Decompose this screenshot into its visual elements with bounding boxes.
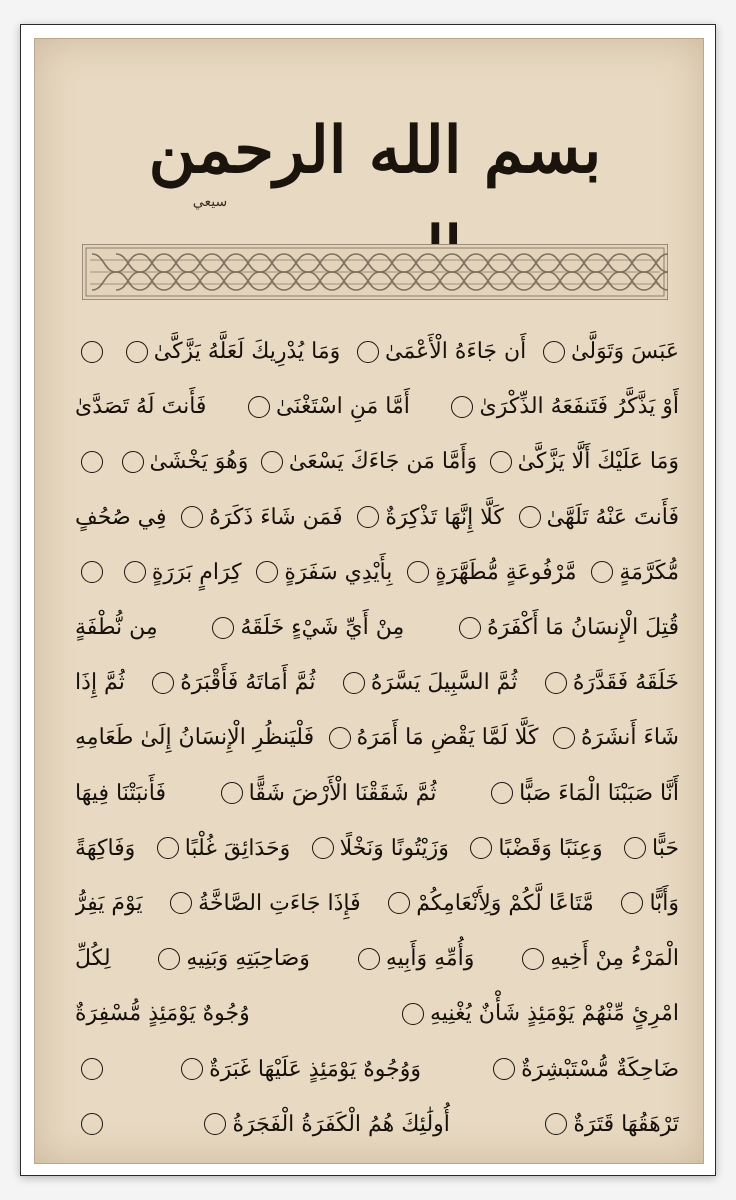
verse-segment bbox=[120, 339, 341, 364]
verse-end-marker bbox=[212, 617, 234, 639]
verse-text: وَزَيْتُونًا وَنَخْلًا bbox=[339, 835, 449, 861]
verse-end-marker bbox=[407, 561, 429, 583]
verse-segment bbox=[75, 394, 206, 419]
verse-line bbox=[75, 766, 679, 821]
verse-text: قُتِلَ الْإِنسَانُ مَا أَكْفَرَهُ bbox=[487, 615, 679, 641]
verse-text: مُّكَرَّمَةٍ bbox=[619, 559, 679, 585]
verse-text: أَن جَاءَهُ الْأَعْمَىٰ bbox=[385, 339, 527, 365]
verse-text: ثُمَّ السَّبِيلَ يَسَّرَهُ bbox=[370, 670, 518, 696]
verse-end-marker bbox=[204, 1113, 226, 1135]
verse-segment bbox=[453, 615, 679, 640]
verse-text: وَأُمِّهِ وَأَبِيهِ bbox=[385, 946, 475, 972]
verse-segment bbox=[615, 891, 679, 916]
verse-end-marker bbox=[343, 672, 365, 694]
verse-end-marker bbox=[491, 782, 513, 804]
verse-end-marker bbox=[158, 948, 180, 970]
verse-end-marker bbox=[181, 506, 203, 528]
verse-text: وَحَدَائِقَ غُلْبًا bbox=[184, 835, 291, 861]
verse-end-marker bbox=[545, 672, 567, 694]
page-header bbox=[35, 39, 703, 269]
verse-segment bbox=[146, 670, 315, 695]
verse-text: كِرَامٍ بَرَرَةٍ bbox=[151, 559, 242, 585]
verse-segment bbox=[75, 1058, 109, 1080]
verse-line bbox=[75, 876, 679, 931]
verse-text: خَلَقَهُ فَقَدَّرَهُ bbox=[572, 670, 679, 696]
verse-end-marker bbox=[459, 617, 481, 639]
verse-end-marker bbox=[81, 561, 103, 583]
verse-end-marker bbox=[248, 396, 270, 418]
verse-end-marker bbox=[402, 1003, 424, 1025]
verse-text: فَإِذَا جَاءَتِ الصَّاخَّةُ bbox=[198, 890, 361, 916]
verse-end-marker bbox=[451, 396, 473, 418]
verse-segment bbox=[585, 560, 679, 585]
verse-end-marker bbox=[624, 837, 646, 859]
verse-end-marker bbox=[493, 1058, 515, 1080]
bismillah-heading: بسم الله الرحمن bbox=[148, 113, 602, 188]
verse-segment bbox=[215, 781, 437, 806]
verse-text: ضَاحِكَةٌ مُّسْتَبْشِرَةٌ bbox=[521, 1056, 679, 1082]
verse-segment bbox=[151, 836, 290, 861]
verse-text: فِي صُحُفٍ bbox=[75, 504, 167, 530]
verse-end-marker bbox=[522, 948, 544, 970]
verse-line bbox=[75, 655, 679, 710]
verse-text: مَّتَاعًا لَّكُمْ وَلِأَنْعَامِكُمْ bbox=[416, 890, 594, 916]
surah-text bbox=[75, 324, 679, 1154]
verse-segment bbox=[75, 836, 135, 861]
verse-segment bbox=[516, 946, 679, 971]
verse-segment bbox=[175, 505, 342, 530]
verse-segment bbox=[537, 339, 679, 364]
verse-line bbox=[75, 931, 679, 986]
verse-segment bbox=[75, 1001, 250, 1026]
verse-text: وُجُوهٌ يَوْمَئِذٍ مُّسْفِرَةٌ bbox=[75, 1001, 250, 1027]
verse-segment bbox=[198, 1112, 449, 1137]
verse-segment bbox=[351, 505, 503, 530]
verse-line bbox=[75, 600, 679, 655]
verse-text: وَمَا عَلَيْكَ أَلَّا يَزَّكَّىٰ bbox=[517, 449, 679, 475]
verse-segment bbox=[382, 891, 594, 916]
verse-end-marker bbox=[519, 506, 541, 528]
verse-text: ثُمَّ شَقَقْنَا الْأَرْضَ شَقًّا bbox=[248, 780, 437, 806]
verse-segment bbox=[206, 615, 404, 640]
verse-text: وَأَبًّا bbox=[649, 890, 679, 916]
verse-segment bbox=[539, 1112, 679, 1137]
calligrapher-signature: سيعي bbox=[192, 194, 228, 210]
verse-end-marker bbox=[81, 1113, 103, 1135]
verse-segment bbox=[539, 670, 679, 695]
verse-segment bbox=[513, 505, 679, 530]
verse-text: أُولَٰئِكَ هُمُ الْكَفَرَةُ الْفَجَرَةُ bbox=[232, 1111, 450, 1137]
verse-segment bbox=[75, 725, 314, 750]
verse-end-marker bbox=[357, 506, 379, 528]
verse-text: وَفَاكِهَةً bbox=[75, 835, 136, 861]
parchment-page bbox=[34, 38, 704, 1164]
verse-end-marker bbox=[81, 341, 103, 363]
verse-text: وَعِنَبًا وَقَضْبًا bbox=[498, 835, 603, 861]
verse-end-marker bbox=[124, 561, 146, 583]
verse-end-marker bbox=[221, 782, 243, 804]
verse-text: وَأَمَّا مَن جَاءَكَ يَسْعَىٰ bbox=[288, 449, 478, 475]
verse-text: فَأَنتَ عَنْهُ تَلَهَّىٰ bbox=[546, 504, 679, 530]
verse-segment bbox=[75, 781, 166, 806]
verse-text: يَوْمَ يَفِرُّ bbox=[75, 890, 143, 916]
verse-end-marker bbox=[621, 892, 643, 914]
verse-segment bbox=[485, 781, 679, 806]
verse-segment bbox=[250, 560, 392, 585]
verse-segment bbox=[75, 891, 143, 916]
verse-end-marker bbox=[81, 451, 103, 473]
verse-text: شَاءَ أَنشَرَهُ bbox=[580, 725, 679, 751]
verse-segment bbox=[175, 1057, 421, 1082]
verse-text: أَمَّا مَنِ اسْتَغْنَىٰ bbox=[276, 394, 410, 420]
verse-text: فَأَنتَ لَهُ تَصَدَّىٰ bbox=[75, 394, 207, 420]
verse-end-marker bbox=[591, 561, 613, 583]
verse-end-marker bbox=[261, 451, 283, 473]
verse-text: كَلَّا لَمَّا يَقْضِ مَا أَمَرَهُ bbox=[356, 725, 539, 751]
verse-segment bbox=[75, 946, 111, 971]
verse-text: مَّرْفُوعَةٍ مُّطَهَّرَةٍ bbox=[435, 559, 577, 585]
verse-text: ثُمَّ أَمَاتَهُ فَأَقْبَرَهُ bbox=[180, 670, 316, 696]
verse-line bbox=[75, 490, 679, 545]
verse-line bbox=[75, 986, 679, 1041]
verse-end-marker bbox=[256, 561, 278, 583]
verse-segment bbox=[75, 615, 158, 640]
verse-end-marker bbox=[122, 451, 144, 473]
knotwork-ornament-band bbox=[82, 244, 668, 300]
verse-line bbox=[75, 1097, 679, 1152]
verse-line bbox=[75, 379, 679, 434]
verse-text: فَلْيَنظُرِ الْإِنسَانُ إِلَىٰ طَعَامِهِ bbox=[75, 725, 315, 751]
verse-segment bbox=[164, 891, 360, 916]
verse-segment bbox=[116, 449, 249, 474]
verse-text: الْمَرْءُ مِنْ أَخِيهِ bbox=[550, 946, 679, 972]
verse-end-marker bbox=[358, 948, 380, 970]
verse-end-marker bbox=[157, 837, 179, 859]
verse-text: مِنْ أَيِّ شَيْءٍ خَلَقَهُ bbox=[240, 615, 405, 641]
verse-segment bbox=[255, 449, 477, 474]
verse-text: مِن نُّطْفَةٍ bbox=[75, 615, 158, 641]
verse-text: وَصَاحِبَتِهِ وَبَنِيهِ bbox=[186, 946, 310, 972]
verse-end-marker bbox=[553, 727, 575, 749]
verse-segment bbox=[242, 394, 410, 419]
verse-text: تَرْهَقُهَا قَتَرَةٌ bbox=[573, 1111, 679, 1137]
verse-text: أَوْ يَذَّكَّرُ فَتَنفَعَهُ الذِّكْرَىٰ bbox=[479, 394, 679, 420]
verse-text: فَمَن شَاءَ ذَكَرَهُ bbox=[209, 504, 343, 530]
verse-text: حَبًّا bbox=[652, 835, 679, 861]
verse-segment bbox=[337, 670, 518, 695]
verse-segment bbox=[75, 505, 167, 530]
verse-end-marker bbox=[543, 341, 565, 363]
verse-end-marker bbox=[81, 1058, 103, 1080]
verse-line bbox=[75, 821, 679, 876]
verse-segment bbox=[401, 560, 576, 585]
verse-end-marker bbox=[490, 451, 512, 473]
verse-text: ثُمَّ إِذَا bbox=[75, 670, 125, 696]
verse-end-marker bbox=[388, 892, 410, 914]
verse-segment bbox=[351, 339, 526, 364]
verse-segment bbox=[323, 725, 539, 750]
verse-text: وَوُجُوهٌ يَوْمَئِذٍ عَلَيْهَا غَبَرَةٌ bbox=[209, 1056, 421, 1082]
verse-end-marker bbox=[357, 341, 379, 363]
verse-segment bbox=[118, 560, 242, 585]
verse-segment bbox=[618, 836, 679, 861]
verse-line bbox=[75, 324, 679, 379]
verse-end-marker bbox=[170, 892, 192, 914]
verse-end-marker bbox=[126, 341, 148, 363]
picture-frame bbox=[20, 24, 716, 1176]
verse-text: كَلَّا إِنَّهَا تَذْكِرَةٌ bbox=[385, 504, 504, 530]
verse-text: بِأَيْدِي سَفَرَةٍ bbox=[284, 559, 393, 585]
verse-text: فَأَنبَتْنَا فِيهَا bbox=[75, 780, 166, 806]
verse-segment bbox=[547, 725, 679, 750]
verse-segment bbox=[484, 449, 679, 474]
verse-line bbox=[75, 545, 679, 600]
verse-line bbox=[75, 710, 679, 765]
verse-segment bbox=[75, 561, 109, 583]
verse-text: أَنَّا صَبَبْنَا الْمَاءَ صَبًّا bbox=[519, 780, 679, 806]
verse-segment bbox=[445, 394, 679, 419]
verse-segment bbox=[75, 451, 109, 473]
verse-segment bbox=[152, 946, 310, 971]
verse-text: امْرِئٍ مِّنْهُمْ يَوْمَئِذٍ شَأْنٌ يُغْنِيهِ bbox=[430, 1001, 679, 1027]
verse-line bbox=[75, 434, 679, 489]
verse-segment bbox=[396, 1001, 679, 1026]
verse-text: وَهُوَ يَخْشَىٰ bbox=[149, 449, 249, 475]
verse-segment bbox=[352, 946, 475, 971]
verse-segment bbox=[464, 836, 602, 861]
verse-segment bbox=[75, 1113, 109, 1135]
verse-end-marker bbox=[545, 1113, 567, 1135]
verse-text: لِكُلِّ bbox=[75, 946, 111, 972]
verse-end-marker bbox=[152, 672, 174, 694]
verse-text: عَبَسَ وَتَوَلَّىٰ bbox=[571, 339, 679, 365]
verse-segment bbox=[306, 836, 449, 861]
verse-end-marker bbox=[470, 837, 492, 859]
verse-segment bbox=[75, 341, 109, 363]
verse-segment bbox=[75, 670, 125, 695]
verse-end-marker bbox=[312, 837, 334, 859]
verse-text: وَمَا يُدْرِيكَ لَعَلَّهُ يَزَّكَّىٰ bbox=[153, 339, 341, 365]
verse-end-marker bbox=[329, 727, 351, 749]
verse-segment bbox=[487, 1057, 679, 1082]
verse-line bbox=[75, 1041, 679, 1096]
verse-end-marker bbox=[181, 1058, 203, 1080]
